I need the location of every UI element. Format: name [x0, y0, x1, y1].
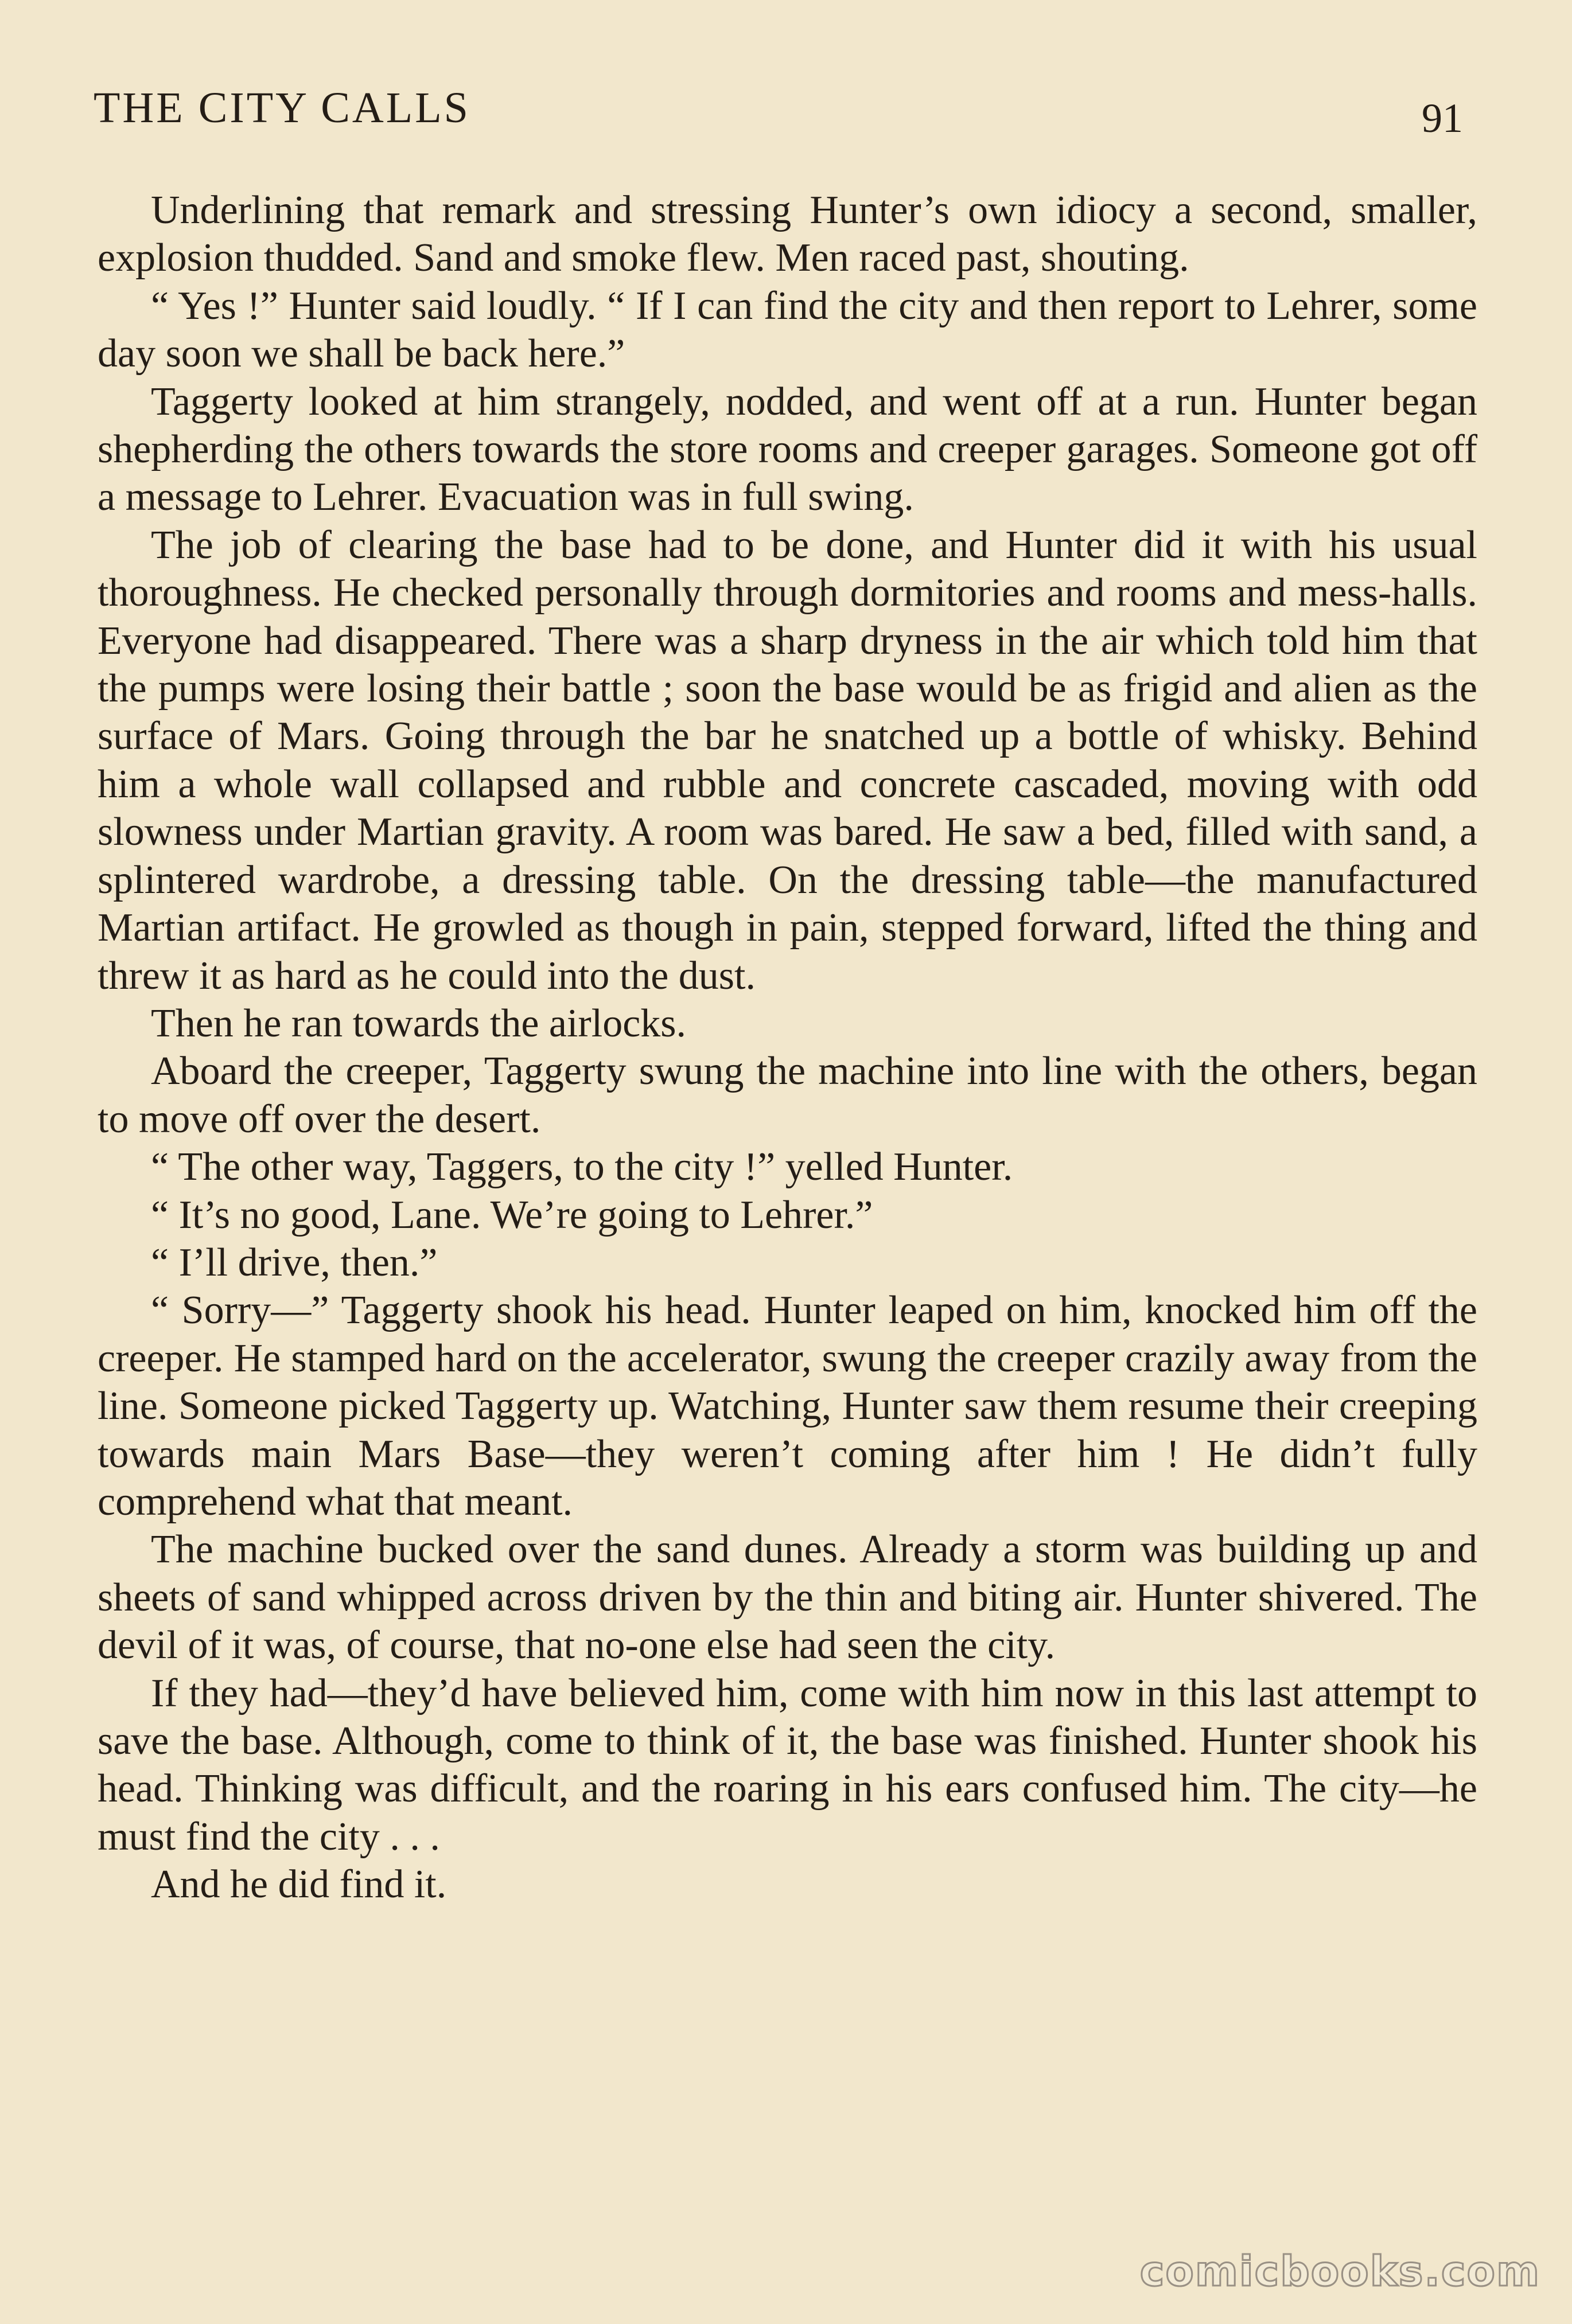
paragraph: “ Yes !” Hunter said loudly. “ If I can find the city and then report to Lehrer, some day soon we shall be back here.” — [98, 283, 1477, 376]
page-number: 91 — [1422, 95, 1463, 141]
paragraph: Underlining that remark and stressing Hunter’s own idiocy a second, smaller, explosion thudded. Sand and smoke flew. Men raced past, shouting. — [98, 188, 1477, 280]
paragraph: “ Sorry—” Taggerty shook his head. Hunter leaped on him, knocked him off the creeper. He stamped hard on the accelerator, swung the creeper crazily away from the line. Someone picked Taggerty up. Watching, Hunter saw them resume their creeping towards main Mars Base—they weren’t coming after him ! He didn’t fully comprehend what that meant. — [98, 1288, 1477, 1524]
paragraph: Aboard the creeper, Taggerty swung the machine into line with the others, began to move off over the desert. — [98, 1049, 1477, 1141]
paragraph: If they had—they’d have believed him, come with him now in this last attempt to save the base. Although, come to think of it, the base was finished. Hunter shook his head. Thinking was difficult, and the roaring in his ears confused him. The city—he must find the city . . . — [98, 1671, 1477, 1859]
paragraph: “ The other way, Taggers, to the city !” yelled Hunter. — [151, 1145, 1013, 1190]
watermark: comicbooks.com — [1139, 2247, 1540, 2295]
paragraph: The machine bucked over the sand dunes. Already a storm was building up and sheets of sand whipped across driven by the thin and biting air. Hunter shivered. The devil of it was, of course, that no-one else had seen the city. — [98, 1527, 1477, 1668]
paragraph: “ It’s no good, Lane. We’re going to Lehrer.” — [151, 1192, 873, 1237]
paragraph: Taggerty looked at him strangely, nodded, and went off at a run. Hunter began shepherding the others towards the store rooms and creeper garages. Someone got off a message to Lehrer. Evacuation was in full swing. — [98, 379, 1477, 520]
paragraph: And he did find it. — [151, 1862, 447, 1907]
running-head: THE CITY CALLS — [94, 84, 470, 132]
body-text — [98, 186, 1477, 1909]
paragraph: “ I’ll drive, then.” — [151, 1240, 438, 1285]
paragraph: Then he ran towards the airlocks. — [151, 1001, 687, 1046]
paragraph: The job of clearing the base had to be done, and Hunter did it with his usual thoroughness. He checked personally through dormitories and rooms and mess-halls. Everyone had disappeared. There was a sharp dryness in the air which told him that the pumps were losing their battle ; soon the base would be as frigid and alien as the surface of Mars. Going through the bar he snatched up a bottle of whisky. Behind him a whole wall collapsed and rubble and concrete cascaded, moving with odd slowness under Martian gravity. A room was bared. He saw a bed, filled with sand, a splintered wardrobe, a dressing table. On the dressing table—the manufactured Martian artifact. He growled as though in pain, stepped forward, lifted the thing and threw it as hard as he could into the dust. — [98, 522, 1477, 998]
